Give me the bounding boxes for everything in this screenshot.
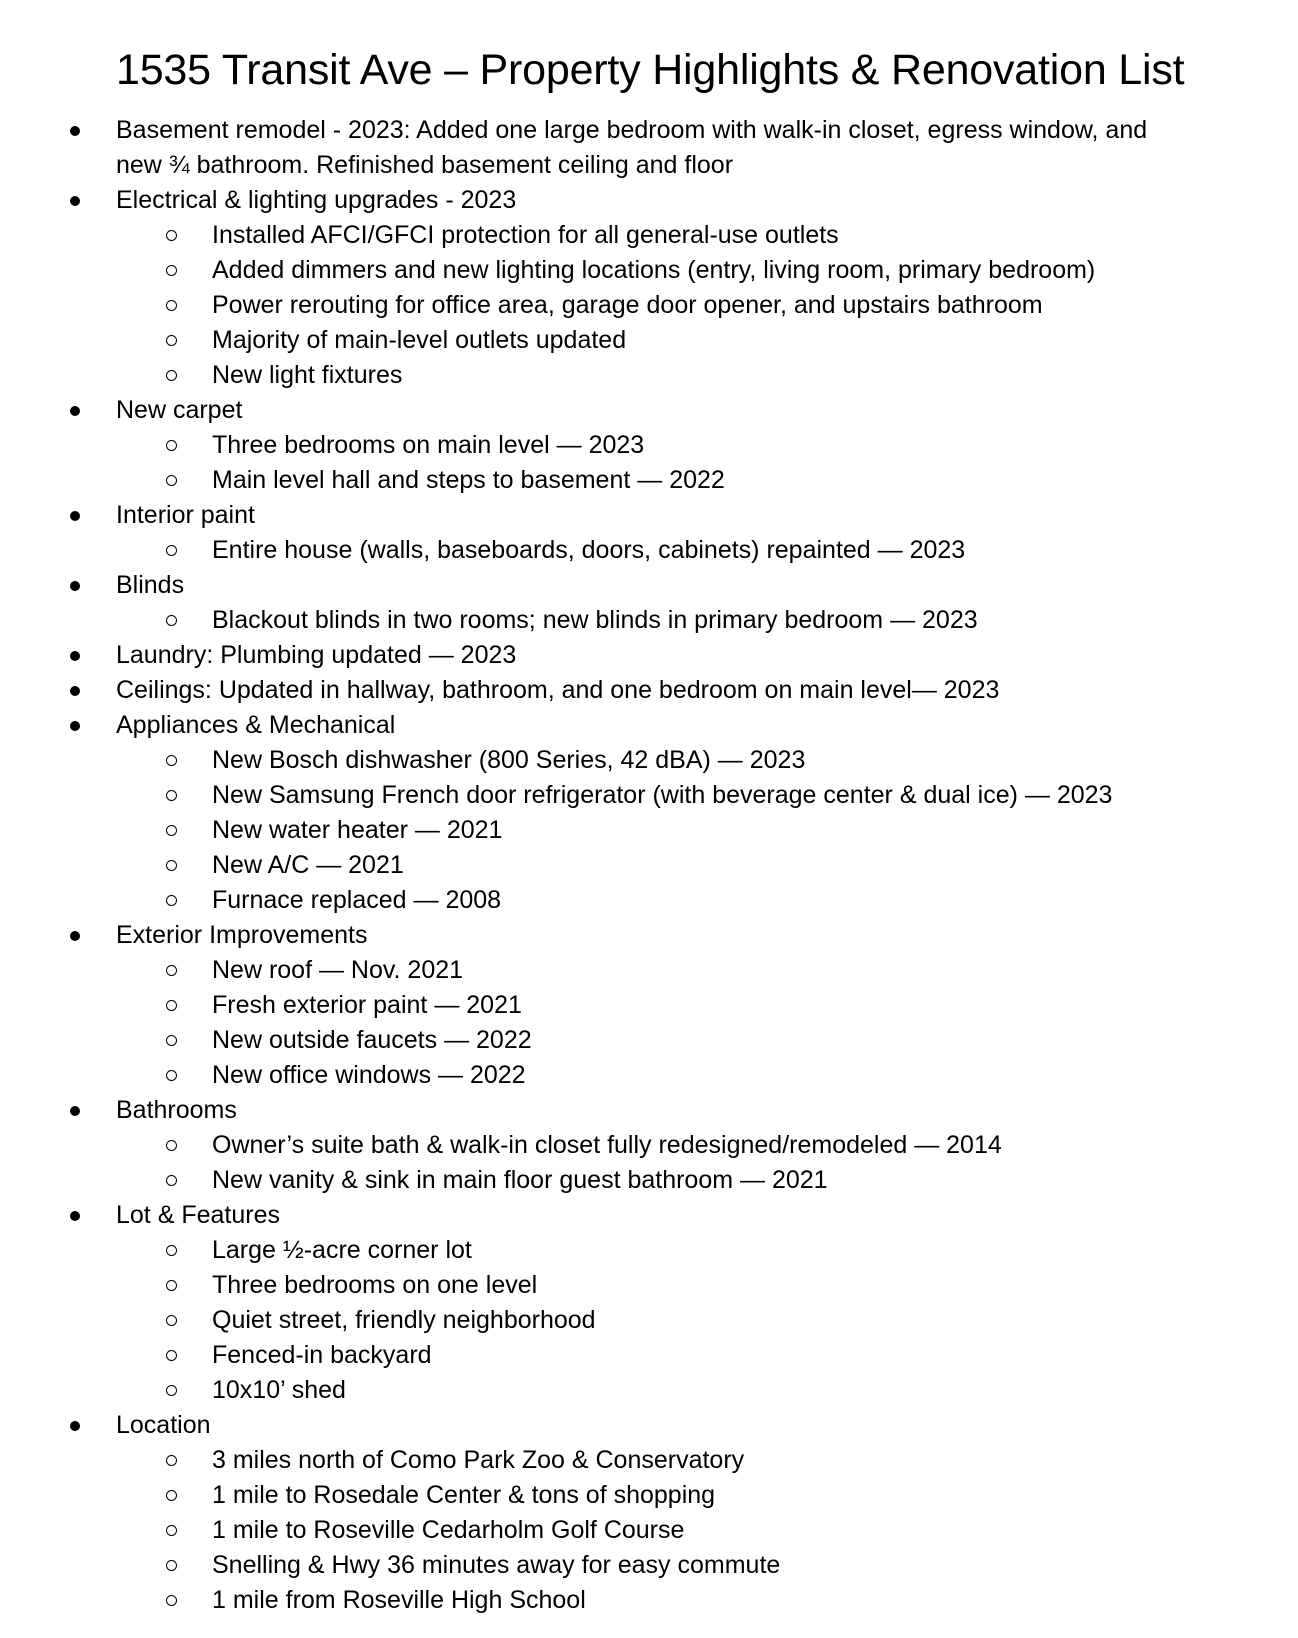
item-text: Appliances & Mechanical bbox=[116, 711, 396, 739]
list-item bbox=[0, 393, 1298, 498]
sub-list bbox=[0, 533, 1298, 568]
sub-list-item: 1 mile to Rosedale Center & tons of shopping bbox=[0, 1478, 1298, 1513]
hollow-bullet-icon bbox=[166, 335, 177, 346]
sub-list bbox=[0, 218, 1298, 393]
sub-list-item: New water heater — 2021 bbox=[0, 813, 1298, 848]
list-item bbox=[0, 1408, 1298, 1618]
sub-list bbox=[0, 1233, 1298, 1408]
sub-list-item: Large ½-acre corner lot bbox=[0, 1233, 1298, 1268]
list-item bbox=[0, 113, 1298, 183]
item-text: Blinds bbox=[116, 571, 185, 599]
sub-list-item: Three bedrooms on main level — 2023 bbox=[0, 428, 1298, 463]
hollow-bullet-icon bbox=[166, 475, 177, 486]
hollow-bullet-icon bbox=[166, 300, 177, 311]
bullet-icon bbox=[70, 196, 80, 206]
sub-list-item: Blackout blinds in two rooms; new blinds in primary bedroom — 2023 bbox=[0, 603, 1298, 638]
bullet-icon bbox=[70, 406, 80, 416]
hollow-bullet-icon bbox=[166, 1070, 177, 1081]
hollow-bullet-icon bbox=[166, 1315, 177, 1326]
item-text: Ceilings: Updated in hallway, bathroom, and one bedroom on main level— 2023 bbox=[116, 676, 1000, 704]
hollow-bullet-icon bbox=[166, 1000, 177, 1011]
sub-list-item: Added dimmers and new lighting locations (entry, living room, primary bedroom) bbox=[0, 253, 1298, 288]
hollow-bullet-icon bbox=[166, 1035, 177, 1046]
item-text: Electrical & lighting upgrades - 2023 bbox=[116, 186, 517, 214]
sub-list bbox=[0, 428, 1298, 498]
list-item bbox=[0, 918, 1298, 1093]
hollow-bullet-icon bbox=[166, 230, 177, 241]
sub-list-item: New roof — Nov. 2021 bbox=[0, 953, 1298, 988]
sub-list-item: New light fixtures bbox=[0, 358, 1298, 393]
item-text: Bathrooms bbox=[116, 1096, 237, 1124]
sub-list-item: Fresh exterior paint — 2021 bbox=[0, 988, 1298, 1023]
list-item bbox=[0, 1198, 1298, 1408]
bullet-icon bbox=[70, 126, 80, 136]
sub-list-item: New Samsung French door refrigerator (with beverage center & dual ice) — 2023 bbox=[0, 778, 1298, 813]
list-item bbox=[0, 638, 1298, 673]
sub-list-item: New A/C — 2021 bbox=[0, 848, 1298, 883]
sub-list-item: Snelling & Hwy 36 minutes away for easy commute bbox=[0, 1548, 1298, 1583]
bullet-icon bbox=[70, 651, 80, 661]
sub-list-item: Entire house (walls, baseboards, doors, cabinets) repainted — 2023 bbox=[0, 533, 1298, 568]
hollow-bullet-icon bbox=[166, 1280, 177, 1291]
sub-list-item: 3 miles north of Como Park Zoo & Conservatory bbox=[0, 1443, 1298, 1478]
hollow-bullet-icon bbox=[166, 1490, 177, 1501]
hollow-bullet-icon bbox=[166, 1140, 177, 1151]
hollow-bullet-icon bbox=[166, 1455, 177, 1466]
item-text: Basement remodel - 2023: Added one large bedroom with walk-in closet, egress window, and bbox=[116, 116, 1148, 144]
list-item bbox=[0, 673, 1298, 708]
hollow-bullet-icon bbox=[166, 1595, 177, 1606]
bullet-icon bbox=[70, 931, 80, 941]
bullet-icon bbox=[70, 721, 80, 731]
hollow-bullet-icon bbox=[166, 790, 177, 801]
sub-list-item: Installed AFCI/GFCI protection for all general-use outlets bbox=[0, 218, 1298, 253]
item-text: Laundry: Plumbing updated — 2023 bbox=[116, 641, 517, 669]
sub-list-item: Majority of main-level outlets updated bbox=[0, 323, 1298, 358]
hollow-bullet-icon bbox=[166, 1245, 177, 1256]
page-title: 1535 Transit Ave – Property Highlights & Renovation List bbox=[116, 46, 1185, 94]
hollow-bullet-icon bbox=[166, 755, 177, 766]
hollow-bullet-icon bbox=[166, 860, 177, 871]
sub-list bbox=[0, 1128, 1298, 1198]
bullet-icon bbox=[70, 511, 80, 521]
sub-list bbox=[0, 603, 1298, 638]
hollow-bullet-icon bbox=[166, 1525, 177, 1536]
sub-list-item: Furnace replaced — 2008 bbox=[0, 883, 1298, 918]
list-item bbox=[0, 1093, 1298, 1198]
list-item bbox=[0, 498, 1298, 568]
hollow-bullet-icon bbox=[166, 1350, 177, 1361]
item-text: Interior paint bbox=[116, 501, 255, 529]
sub-list bbox=[0, 953, 1298, 1093]
sub-list-item: New Bosch dishwasher (800 Series, 42 dBA) — 2023 bbox=[0, 743, 1298, 778]
list-item bbox=[0, 183, 1298, 393]
sub-list bbox=[0, 743, 1298, 918]
hollow-bullet-icon bbox=[166, 440, 177, 451]
sub-list-item: New outside faucets — 2022 bbox=[0, 1023, 1298, 1058]
hollow-bullet-icon bbox=[166, 265, 177, 276]
sub-list-item: New vanity & sink in main floor guest bathroom — 2021 bbox=[0, 1163, 1298, 1198]
sub-list-item: 10x10’ shed bbox=[0, 1373, 1298, 1408]
list-item bbox=[0, 708, 1298, 918]
item-text: New carpet bbox=[116, 396, 243, 424]
hollow-bullet-icon bbox=[166, 1175, 177, 1186]
item-text: Exterior Improvements bbox=[116, 921, 368, 949]
hollow-bullet-icon bbox=[166, 615, 177, 626]
sub-list-item: Three bedrooms on one level bbox=[0, 1268, 1298, 1303]
sub-list-item: Owner’s suite bath & walk-in closet fully redesigned/remodeled — 2014 bbox=[0, 1128, 1298, 1163]
bullet-icon bbox=[70, 1106, 80, 1116]
sub-list-item: 1 mile to Roseville Cedarholm Golf Course bbox=[0, 1513, 1298, 1548]
sub-list-item: 1 mile from Roseville High School bbox=[0, 1583, 1298, 1618]
sub-list-item: Fenced-in backyard bbox=[0, 1338, 1298, 1373]
renovation-list bbox=[0, 113, 1298, 1618]
hollow-bullet-icon bbox=[166, 965, 177, 976]
item-text-continued: new ¾ bathroom. Refinished basement ceiling and floor bbox=[116, 151, 734, 179]
hollow-bullet-icon bbox=[166, 545, 177, 556]
list-item bbox=[0, 568, 1298, 638]
item-text: Location bbox=[116, 1411, 211, 1439]
sub-list-item: Main level hall and steps to basement — 2022 bbox=[0, 463, 1298, 498]
sub-list-item: Power rerouting for office area, garage door opener, and upstairs bathroom bbox=[0, 288, 1298, 323]
hollow-bullet-icon bbox=[166, 895, 177, 906]
hollow-bullet-icon bbox=[166, 1385, 177, 1396]
hollow-bullet-icon bbox=[166, 825, 177, 836]
bullet-icon bbox=[70, 581, 80, 591]
bullet-icon bbox=[70, 1211, 80, 1221]
sub-list bbox=[0, 1443, 1298, 1618]
sub-list-item: Quiet street, friendly neighborhood bbox=[0, 1303, 1298, 1338]
item-text: Lot & Features bbox=[116, 1201, 280, 1229]
bullet-icon bbox=[70, 1421, 80, 1431]
sub-list-item: New office windows — 2022 bbox=[0, 1058, 1298, 1093]
hollow-bullet-icon bbox=[166, 370, 177, 381]
bullet-icon bbox=[70, 686, 80, 696]
hollow-bullet-icon bbox=[166, 1560, 177, 1571]
